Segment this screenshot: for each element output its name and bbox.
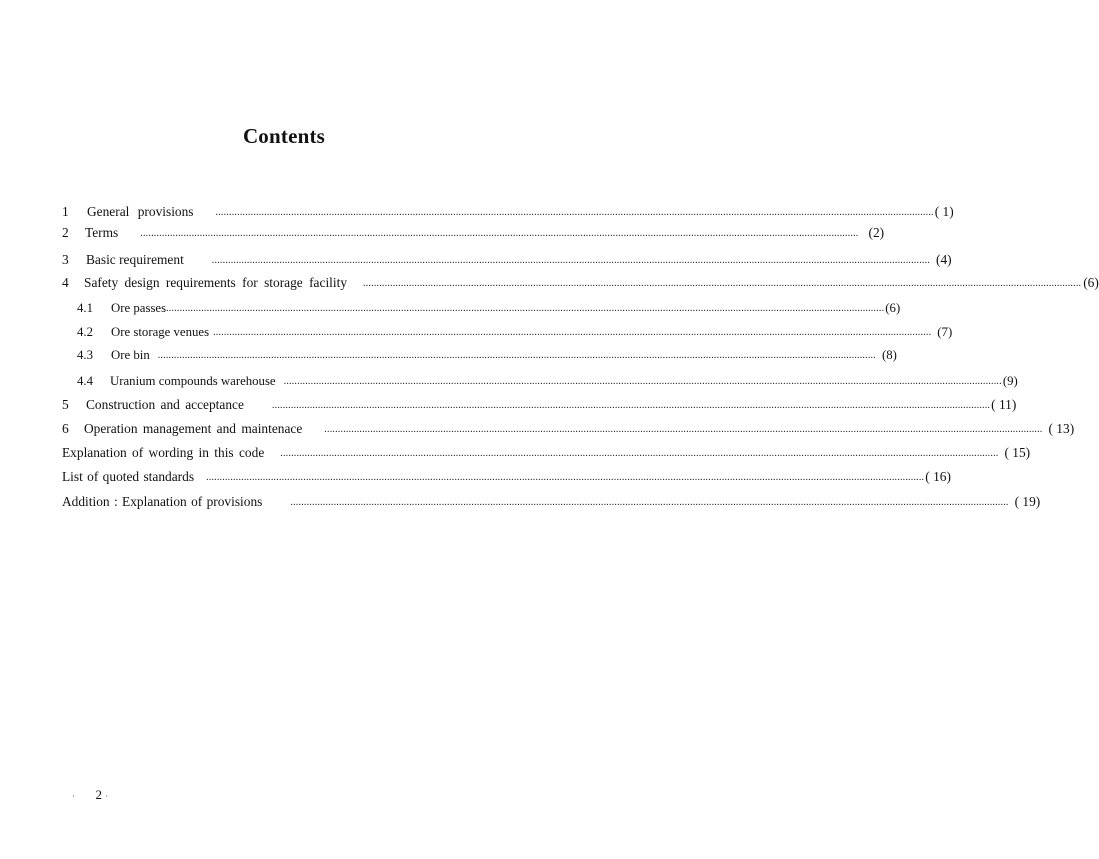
toc-entry-title: Safety design requirements for storage facility [84,275,348,290]
toc-dot-leader: .......................................................................................................................................................................................................................................................................... [157,350,876,361]
toc-entry-4[interactable] [62,274,1099,292]
toc-entry-page: (2) [868,225,885,240]
toc-dot-leader: .......................................................................................................................................................................................................................................................................... [271,400,991,411]
toc-entry-number: 2 [62,225,69,240]
toc-entry-number: 4.2 [77,325,93,339]
toc-entry-page: (8) [881,348,897,362]
toc-entry-title: Explanation of wording in this code [62,445,265,460]
toc-entry-number: 5 [62,397,69,412]
page-title: Contents [242,124,326,148]
toc-entry-page: ( 1) [934,204,954,219]
toc-entry-page: (7) [937,325,953,339]
toc-entry-4-3[interactable] [77,346,897,364]
toc-dot-leader: .......................................................................................................................................................................................................................................................................... [280,448,999,459]
toc-entry-explanation-of-wording[interactable] [62,444,1031,462]
toc-entry-2[interactable] [62,224,885,242]
toc-entry-page: ( 15) [1004,445,1031,460]
footer-trail-dot: · [105,791,109,801]
toc-entry-4-4[interactable] [77,372,1018,390]
toc-entry-number: 4.4 [77,374,93,388]
toc-dot-leader: .......................................................................................................................................................................................................................................................................... [140,228,859,239]
toc-entry-number: 6 [62,421,69,436]
toc-entry-number: 4.1 [77,301,93,315]
toc-entry-number: 3 [62,252,69,267]
toc-entry-page: (6) [885,301,901,315]
toc-entry-page: ( 13) [1048,421,1075,436]
toc-dot-leader: .......................................................................................................................................................................................................................................................................... [363,278,1082,289]
toc-entry-addition-explanation-of-provisions[interactable] [62,493,1041,511]
toc-entry-number: 4 [62,275,69,290]
toc-entry-4-1[interactable] [77,299,901,317]
page-number: 2 [95,787,102,802]
toc-entry-4-2[interactable] [77,323,953,341]
toc-dot-leader: .......................................................................................................................................................................................................................................................................... [290,497,1009,508]
toc-entry-number: 1 [62,204,69,219]
toc-entry-5[interactable] [62,396,1017,414]
toc-entry-title: List of quoted standards [62,469,195,484]
toc-entry-title: Operation management and maintenace [84,421,303,436]
toc-entry-title: Terms [85,225,119,240]
toc-dot-leader: .......................................................................................................................................................................................................................................................................... [166,303,885,314]
toc-entry-6[interactable] [62,420,1075,438]
toc-entry-1[interactable] [62,203,954,221]
toc-dot-leader: .......................................................................................................................................................................................................................................................................... [215,207,934,218]
toc-entry-title: Uranium compounds warehouse [110,374,276,388]
toc-entry-page: (9) [1002,374,1018,388]
toc-entry-page: ( 16) [925,469,951,484]
toc-dot-leader: .......................................................................................................................................................................................................................................................................... [283,376,1002,387]
page-footer [72,786,108,805]
toc-entry-page: (6) [1083,275,1099,290]
footer-lead-dot: · [72,791,75,801]
toc-entry-page: (4) [936,252,952,267]
toc-entry-title: Addition : Explanation of provisions [62,494,263,509]
toc-entry-page: ( 11) [991,397,1017,412]
toc-dot-leader: .......................................................................................................................................................................................................................................................................... [324,424,1043,435]
toc-entry-page: ( 19) [1014,494,1041,509]
toc-dot-leader: .......................................................................................................................................................................................................................................................................... [213,327,932,338]
toc-entry-title: Ore storage venues [111,325,210,339]
toc-entry-title: Ore bin [111,348,150,362]
toc-entry-title: Basic requirement [86,252,184,267]
toc-entry-title: Ore passes [111,301,167,315]
toc-dot-leader: .......................................................................................................................................................................................................................................................................... [206,472,925,483]
toc-entry-number: 4.3 [77,348,93,362]
toc-entry-3[interactable] [62,251,952,269]
toc-dot-leader: .......................................................................................................................................................................................................................................................................... [211,255,930,266]
toc-entry-list-of-quoted-standards[interactable] [62,468,951,486]
toc-entry-title: General provisions [87,204,194,219]
toc-entry-title: Construction and acceptance [86,397,244,412]
